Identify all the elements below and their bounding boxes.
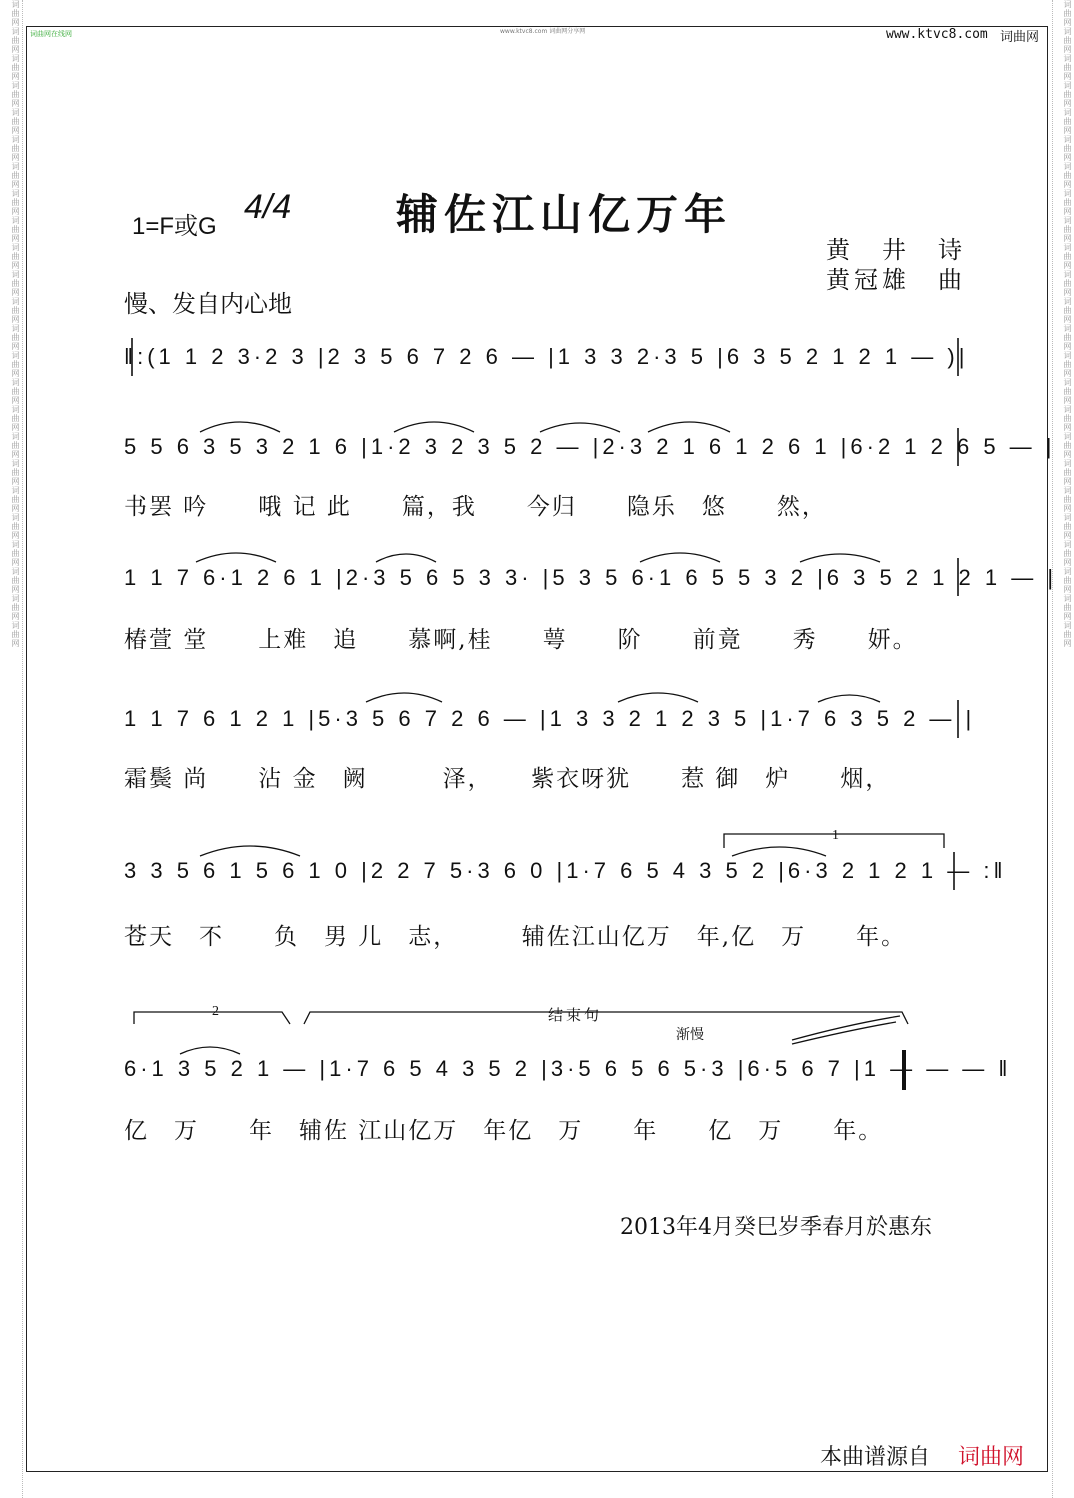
composer-credit: 黄冠雄 曲 bbox=[826, 266, 966, 294]
slur bbox=[792, 1022, 896, 1044]
tempo-marking: 慢、发自内心地 bbox=[124, 290, 292, 318]
slur bbox=[792, 1016, 900, 1040]
lyrics-line-5: 苍天 不 负 男 儿 志， 辅佐江山亿万 年,亿 万 年。 bbox=[124, 924, 907, 950]
slur bbox=[376, 554, 436, 562]
slur bbox=[648, 422, 730, 432]
lyrics-line-3: 椿萱 堂 上难 追 慕啊,桂 萼 阶 前竟 秀 妍。 bbox=[124, 627, 918, 653]
slur bbox=[200, 846, 300, 856]
source-site-link[interactable]: 词曲网 bbox=[958, 1445, 1025, 1470]
volta-1-label: 1 bbox=[832, 828, 839, 843]
notation-line-5: 3 3 5 6 1 5 6 1 0 |2 2 7 5·3 6 0 |1·7 6 5 4 3 5 2 |6·3 2 1 2 1 — :‖ bbox=[124, 858, 1007, 883]
lyrics-line-6: 亿 万 年 辅佐 江山亿万 年亿 万 年 亿 万 年。 bbox=[124, 1118, 884, 1144]
date-inscription: 2013年4月癸巳岁季春月於惠东 bbox=[620, 1215, 932, 1240]
top-left-watermark: 词曲网在线网 bbox=[30, 30, 72, 38]
slur bbox=[366, 693, 442, 702]
time-signature: 4/4 bbox=[244, 188, 292, 226]
source-label: 本曲谱源自 bbox=[820, 1445, 931, 1470]
notation-line-6: 6·1 3 5 2 1 — |1·7 6 5 4 3 5 2 |3·5 6 5 6 5·3 |6·5 6 7 |1 — — — ‖ bbox=[124, 1056, 1012, 1081]
volta-bracket-1 bbox=[724, 834, 944, 848]
notation-line-1: ‖:(1 1 2 3·2 3 |2 3 5 6 7 2 6 — |1 3 3 2·3 5 |6 3 5 2 1 2 1 — )| bbox=[124, 344, 969, 369]
notation-line-3: 1 1 7 6·1 2 6 1 |2·3 5 6 5 3 3· |5 3 5 6·1 6 5 5 3 2 |6 3 5 2 1 2 1 — | bbox=[124, 565, 1058, 590]
slur bbox=[196, 553, 276, 562]
lyrics-line-4: 霜鬓 尚 沾 金 阙 泽， 紫衣呀犹 惹 御 炉 烟， bbox=[124, 766, 891, 792]
volta-bracket-2 bbox=[134, 1012, 290, 1024]
ritardando-label: 渐慢 bbox=[676, 1028, 704, 1043]
site-name[interactable]: 词曲网 bbox=[1000, 30, 1040, 45]
slur bbox=[200, 422, 280, 432]
notation-line-2: 5 5 6 3 5 3 2 1 6 |1·2 3 2 3 5 2 — |2·3 2 1 6 1 2 6 1 |6·2 1 2 6 5 — | bbox=[124, 434, 1056, 459]
lyricist-credit: 黄 井 诗 bbox=[826, 236, 966, 264]
site-url[interactable]: www.ktvc8.com bbox=[886, 27, 988, 42]
top-center-watermark: www.ktvc8.com 词曲网分享网 bbox=[500, 28, 586, 35]
slur bbox=[540, 423, 620, 432]
ending-label: 结束句 bbox=[548, 1008, 603, 1024]
lyrics-line-2: 书罢 吟 哦 记 此 篇，我 今归 隐乐 悠 然， bbox=[124, 494, 827, 520]
left-watermark-strip: 词曲网词曲网词曲网词曲网词曲网词曲网词曲网词曲网词曲网词曲网词曲网词曲网词曲网词曲网词曲网词曲网词曲网词曲网词曲网词曲网词曲网词曲网词曲网词曲网 bbox=[11, 0, 20, 648]
slur bbox=[394, 422, 474, 432]
key-signature: 1=F或G bbox=[132, 213, 217, 240]
slur bbox=[180, 1047, 240, 1054]
slur bbox=[640, 553, 720, 562]
slur bbox=[618, 693, 698, 702]
ending-bracket bbox=[304, 1012, 908, 1024]
notation-line-4: 1 1 7 6 1 2 1 |5·3 5 6 7 2 6 — |1 3 3 2 1 2 3 5 |1·7 6 3 5 2 — | bbox=[124, 706, 976, 731]
volta-2-label: 2 bbox=[212, 1004, 219, 1019]
slur bbox=[732, 847, 826, 856]
slur bbox=[818, 695, 880, 702]
right-watermark-strip: 词曲网词曲网词曲网词曲网词曲网词曲网词曲网词曲网词曲网词曲网词曲网词曲网词曲网词曲网词曲网词曲网词曲网词曲网词曲网词曲网词曲网词曲网词曲网词曲网 bbox=[1063, 0, 1072, 648]
slur bbox=[800, 554, 880, 562]
song-title: 辅佐江山亿万年 bbox=[396, 190, 733, 239]
